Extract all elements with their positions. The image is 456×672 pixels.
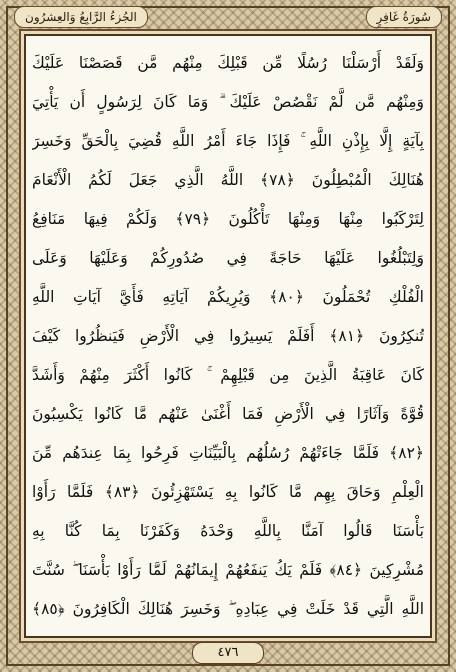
text-line: وَلَقَدْ أَرْسَلْنَا رُسُلًا مِّن قَبْلِكَ مِنْهُم مَّن قَصَصْنَا عَلَيْكَ — [32, 54, 424, 72]
surah-title: سُورَةُ غَافِرٍ — [366, 6, 442, 28]
quran-text — [32, 44, 424, 628]
text-line: مُشْرِكِينَ ﴿٨٤﴾ فَلَمْ يَكُ يَنفَعُهُمْ إِيمَانُهُمْ لَمَّا رَأَوْا بَأْسَنَا ۖ سُنَّتَ — [32, 561, 424, 579]
text-line: قُوَّةً وَآثَارًا فِي الْأَرْضِ فَمَا أَغْنَىٰ عَنْهُم مَّا كَانُوا يَكْسِبُونَ — [32, 405, 424, 423]
text-line: الْعِلْمِ وَحَاقَ بِهِم مَّا كَانُوا بِهِ يَسْتَهْزِئُونَ ﴿٨٣﴾ فَلَمَّا رَأَوْا — [32, 483, 424, 501]
juz-title: الجُزءُ الرَّابِعُ وَالعِشرُون — [14, 6, 148, 28]
text-line: اللَّهِ الَّتِي قَدْ خَلَتْ فِي عِبَادِهِ ۖ وَخَسِرَ هُنَالِكَ الْكَافِرُونَ ﴿٨٥﴾ — [32, 600, 424, 618]
text-line: وَمِنْهُم مَّن لَّمْ نَقْصُصْ عَلَيْكَ ۗ وَمَا كَانَ لِرَسُولٍ أَن يَأْتِيَ — [32, 93, 424, 111]
text-line: ﴿٨٢﴾ فَلَمَّا جَاءَتْهُمْ رُسُلُهُم بِالْبَيِّنَاتِ فَرِحُوا بِمَا عِندَهُم مِّنَ — [32, 444, 424, 462]
text-line: هُنَالِكَ الْمُبْطِلُونَ ﴿٧٨﴾ اللَّهُ الَّذِي جَعَلَ لَكُمُ الْأَنْعَامَ — [32, 171, 424, 189]
text-line: بِآيَةٍ إِلَّا بِإِذْنِ اللَّهِ ۚ فَإِذَا جَاءَ أَمْرُ اللَّهِ قُضِيَ بِالْحَقِّ وَخَسِرَ — [32, 132, 424, 150]
text-line: لِتَرْكَبُوا مِنْهَا وَمِنْهَا تَأْكُلُونَ ﴿٧٩﴾ وَلَكُمْ فِيهَا مَنَافِعُ — [32, 210, 424, 228]
text-line: بَأْسَنَا قَالُوا آمَنَّا بِاللَّهِ وَحْدَهُ وَكَفَرْنَا بِمَا كُنَّا بِهِ — [32, 522, 424, 540]
page-number: ٤٧٦ — [192, 642, 264, 664]
text-line: الْفُلْكِ تُحْمَلُونَ ﴿٨٠﴾ وَيُرِيكُمْ آيَاتِهِ فَأَيَّ آيَاتِ اللَّهِ — [32, 288, 424, 306]
text-panel — [24, 34, 432, 638]
text-line: تُنكِرُونَ ﴿٨١﴾ أَفَلَمْ يَسِيرُوا فِي الْأَرْضِ فَيَنظُرُوا كَيْفَ — [32, 327, 424, 345]
text-line: وَلِتَبْلُغُوا عَلَيْهَا حَاجَةً فِي صُدُورِكُمْ وَعَلَيْهَا وَعَلَى — [32, 249, 424, 267]
text-line: كَانَ عَاقِبَةُ الَّذِينَ مِن قَبْلِهِمْ ۚ كَانُوا أَكْثَرَ مِنْهُمْ وَأَشَدَّ — [32, 366, 424, 384]
